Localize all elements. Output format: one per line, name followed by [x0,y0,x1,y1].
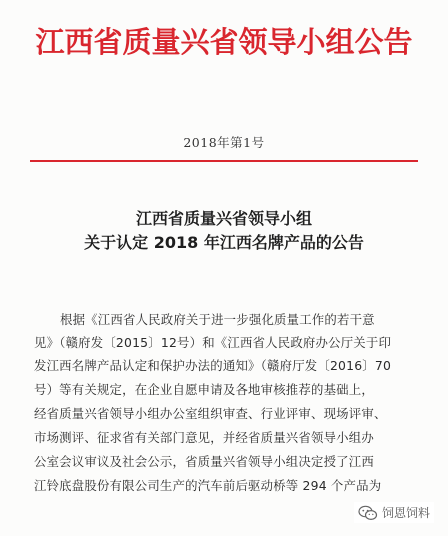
watermark [354,502,434,523]
document-number: 2018年第1号 [183,135,265,150]
notice-title-line-2: 关于认定 2018 年江西名牌产品的公告 [84,233,364,252]
wechat-icon [358,505,378,521]
notice-title-line-1: 江西省质量兴省领导小组 [135,209,312,228]
body-line-4: 号）等有关规定，在企业自愿申请及各地审核推荐的基础上， [34,382,374,397]
red-divider [30,160,418,162]
notice-header-title: 江西省质量兴省领导小组公告 [35,25,413,59]
body-line-5: 经省质量兴省领导小组办公室组织审查、行业评审、现场评审、 [34,406,387,421]
body-line-2: 见》（赣府发〔2015〕12号）和《江西省人民政府办公厅关于印 [34,335,392,350]
body-line-7: 公室会议审议及社会公示，省质量兴省领导小组决定授了江西 [34,454,374,469]
body-line-8: 江铃底盘股份有限公司生产的汽车前后驱动桥等 294 个产品为 [34,478,382,493]
body-line-1: 根据《江西省人民政府关于进一步强化质量工作的若干意 [60,312,375,327]
watermark-text: 饲恩饲料 [381,506,430,520]
body-line-6: 市场测评、征求省有关部门意见，并经省质量兴省领导小组办 [34,430,374,445]
body-line-3: 发江西名牌产品认定和保护办法的通知》（赣府厅发〔2016〕70 [34,358,392,373]
